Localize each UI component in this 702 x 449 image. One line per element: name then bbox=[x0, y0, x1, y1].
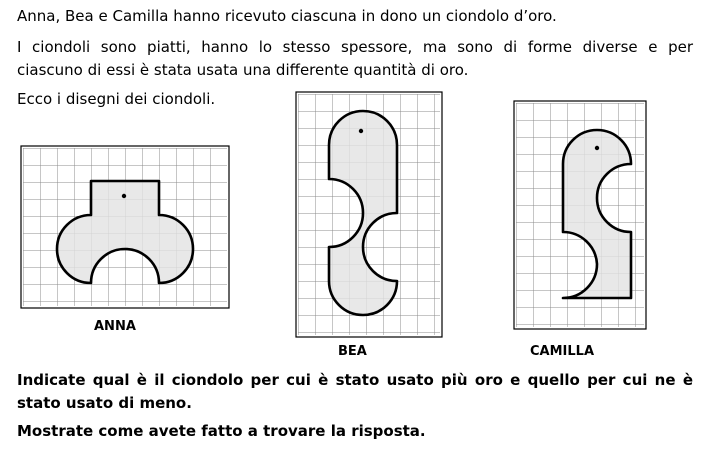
pendant-figure-camilla bbox=[513, 100, 647, 330]
camilla-grid-drawing bbox=[513, 100, 647, 330]
caption-bea: BEA bbox=[338, 344, 367, 359]
anna-hole-dot bbox=[122, 194, 126, 198]
bea-grid-drawing bbox=[295, 91, 443, 338]
question-line-2: stato usato di meno. bbox=[17, 394, 192, 412]
anna-grid-drawing bbox=[20, 145, 230, 309]
intro-sentence-2-line-2: ciascuno di essi è stata usata una differente quantità di oro. bbox=[17, 61, 469, 79]
intro-sentence-2 bbox=[17, 36, 693, 82]
question-line-1: Indicate qual è il ciondolo per cui è stato usato più oro e quello per cui ne è bbox=[17, 371, 693, 389]
bea-hole-dot bbox=[359, 129, 363, 133]
pendant-figure-anna bbox=[20, 145, 230, 309]
intro-sentence-1: Anna, Bea e Camilla hanno ricevuto ciascuna in dono un ciondolo d’oro. bbox=[17, 7, 557, 25]
intro-sentence-2-line-1: I ciondoli sono piatti, hanno lo stesso spessore, ma sono di forme diverse e per bbox=[17, 38, 693, 56]
caption-camilla: CAMILLA bbox=[530, 344, 595, 359]
camilla-hole-dot bbox=[595, 146, 599, 150]
caption-anna: ANNA bbox=[94, 319, 136, 334]
pendant-figure-bea bbox=[295, 91, 443, 338]
instruction-text: Mostrate come avete fatto a trovare la risposta. bbox=[17, 422, 426, 440]
intro-sentence-3: Ecco i disegni dei ciondoli. bbox=[17, 90, 216, 108]
question-text bbox=[17, 369, 693, 415]
